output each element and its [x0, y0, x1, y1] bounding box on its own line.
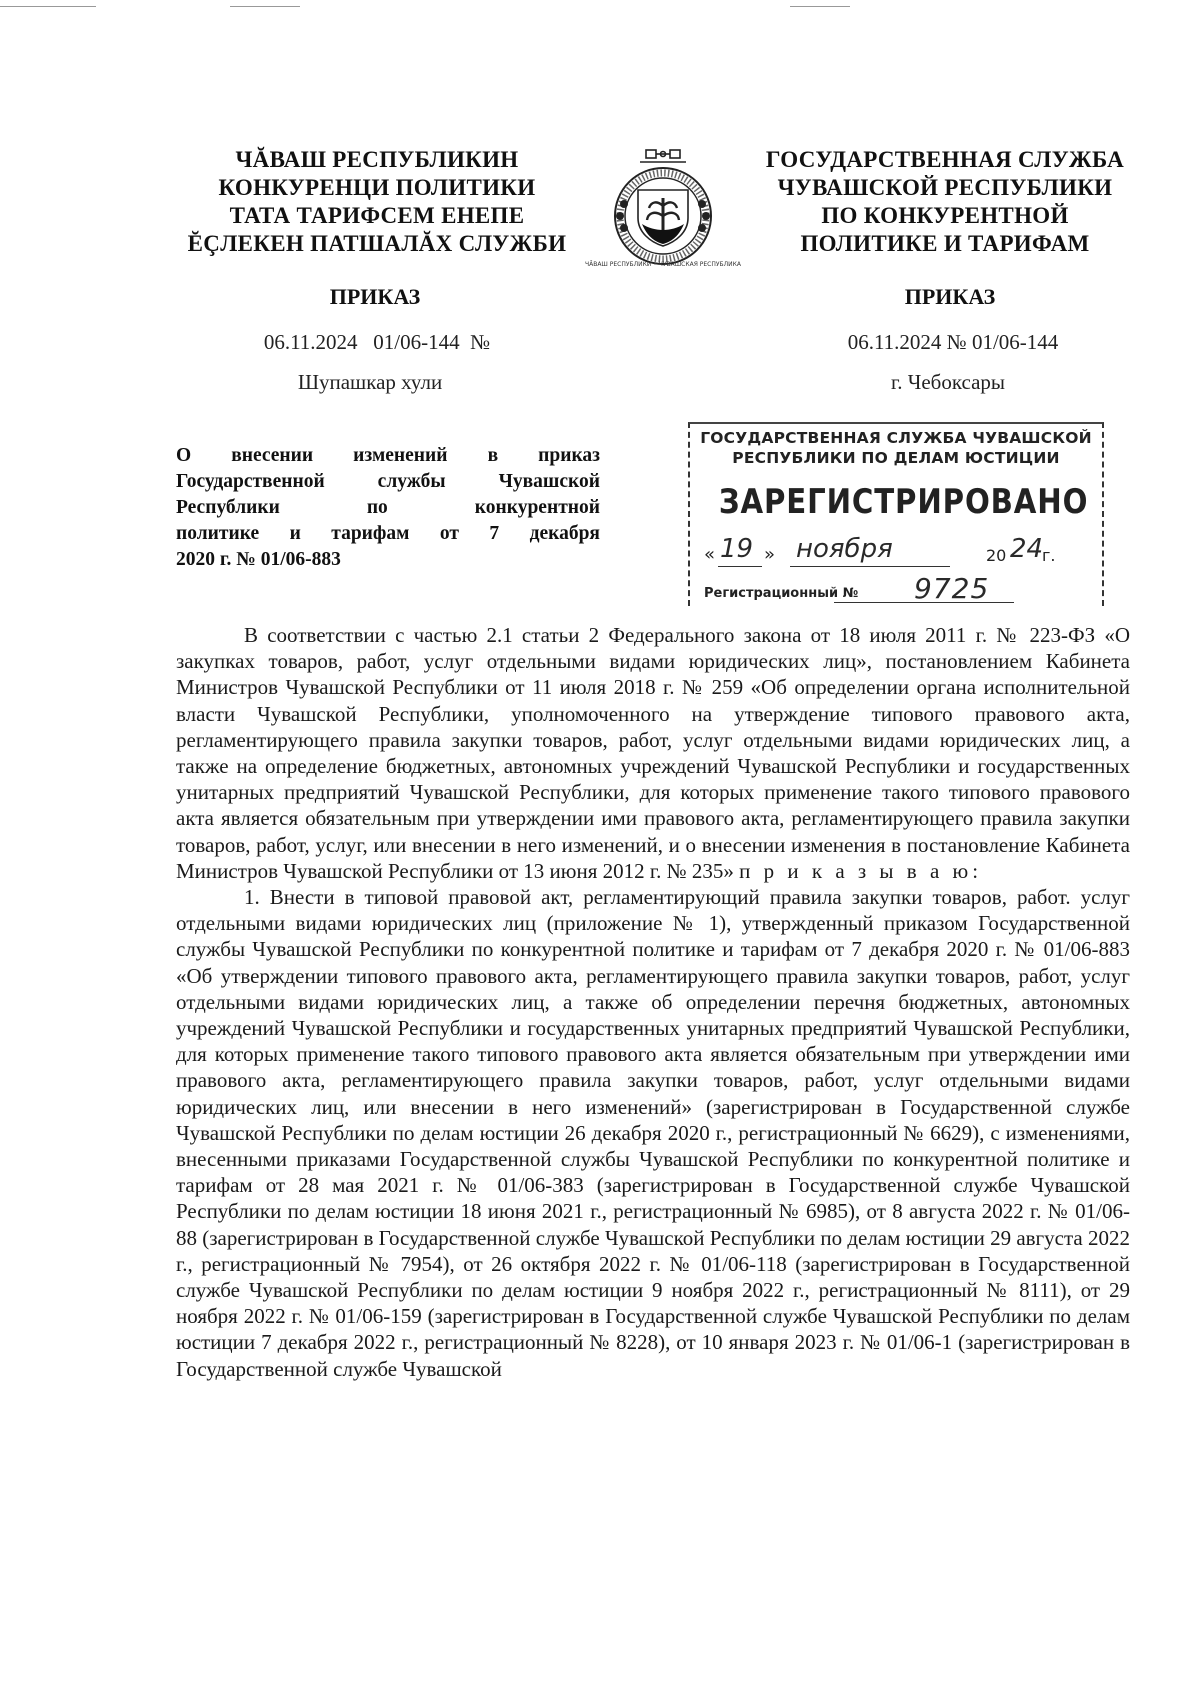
city-right: г. Чебоксары	[890, 370, 1006, 394]
subject-line: политике и тарифам от 7 декабря	[176, 523, 600, 544]
stamp-month-underline	[790, 566, 950, 567]
stamp-organization	[690, 428, 1102, 468]
order-subject	[176, 443, 600, 573]
stamp-org-line: РЕСПУБЛИКИ ПО ДЕЛАМ ЮСТИЦИИ	[732, 449, 1060, 467]
stamp-registration-number	[704, 572, 1094, 606]
stamp-year-suffix: 24	[1010, 534, 1044, 564]
subject-line: Республики по конкурентной	[176, 497, 600, 518]
stamp-reg-number: 9725	[914, 572, 990, 605]
stamp-year-unit: г.	[1042, 546, 1056, 565]
header-right-line: ЧУВАШСКОЙ РЕСПУБЛИКИ	[777, 175, 1113, 200]
stamp-year-prefix: 20	[986, 546, 1007, 565]
header-left-chuvash	[172, 146, 582, 258]
order-command: п р и к а з ы в а ю:	[739, 858, 983, 883]
stamp-status: ЗАРЕГИСТРИРОВАНО	[718, 482, 1089, 522]
scan-artifact	[0, 6, 96, 7]
stamp-date	[704, 534, 1094, 570]
order-title-left: ПРИКАЗ	[329, 284, 421, 309]
emblem-ring-text: ЧĂВАШ РЕСПУБЛИКИ • ЧУВАШСКАЯ РЕСПУБЛИКА	[584, 261, 742, 268]
header-left-line: ĔÇЛЕКЕН ПАТШАЛĂХ СЛУЖБИ	[187, 231, 567, 256]
header-left-line: ЧĂВАШ РЕСПУБЛИКИН	[235, 147, 519, 172]
stamp-quote-open: «	[704, 544, 716, 565]
subject-line: Государственной службы Чувашской	[176, 471, 600, 492]
registration-stamp	[688, 422, 1104, 606]
subject-line: 2020 г. № 01/06-883	[176, 549, 341, 570]
city-left: Шупашкар хули	[297, 370, 443, 394]
stamp-org-line: ГОСУДАРСТВЕННАЯ СЛУЖБА ЧУВАШСКОЙ	[700, 429, 1092, 447]
scan-artifact	[790, 6, 850, 7]
stamp-reg-label: Регистрационный №	[704, 586, 859, 601]
header-right-line: ПО КОНКУРЕНТНОЙ	[821, 203, 1069, 228]
order-title-right: ПРИКАЗ	[904, 284, 996, 309]
stamp-day-underline	[718, 566, 762, 567]
order-number-right: 06.11.2024 № 01/06-144	[847, 330, 1059, 354]
stamp-quote-close: »	[764, 544, 776, 565]
header-left-line: ТАТА ТАРИФСЕМ ЕНЕПЕ	[229, 203, 525, 228]
preamble-text: В соответствии с частью 2.1 статьи 2 Федерального закона от 18 июля 2011 г. № 223-ФЗ «О закупках товаров, работ, услуг отдельными видами юридических лиц», постановлением Кабинета Министров Чувашской Республики от 11 июля 2018 г. № 259 «Об определении органа исполнительной власти Чувашской Республики, уполномоченного на утверждение типового правового акта, регламентирующего правила закупки товаров, работ, услуг отдельными видами юридических лиц, а также на определение бюджетных, автономных учреждений Чувашской Республики и государственных унитарных предприятий Чувашской Республики, для которых применение такого типового правового акта является обязательным при утверждении ими правового акта, регламентирующего правила закупки товаров, работ, услуг, или внесении в него изменений, и о внесении изменения в постановление Кабинета Министров Чувашской Республики от 13 июня 2012 г. № 235»	[176, 623, 1130, 883]
subject-line: О внесении изменений в приказ	[176, 445, 600, 466]
header-left-line: КОНКУРЕНЦИ ПОЛИТИКИ	[218, 175, 536, 200]
stamp-month: ноября	[796, 534, 893, 564]
header-right-line: ГОСУДАРСТВЕННАЯ СЛУЖБА	[765, 147, 1125, 172]
body-preamble	[176, 622, 1130, 884]
stamp-day: 19	[720, 534, 754, 564]
chuvash-republic-emblem-icon	[584, 148, 742, 272]
document-body	[176, 622, 1130, 1382]
header-right-russian	[748, 146, 1142, 258]
body-item-1: 1. Внести в типовой правовой акт, регламентирующий правила закупки товаров, работ. услуг отдельными видами юридических лиц (приложение № 1), утвержденный приказом Государственной службы Чувашской Республики по конкурентной политике и тарифам от 7 декабря 2020 г. № 01/06-883 «Об утверждении типового правового акта, регламентирующего правила закупки товаров, работ, услуг отдельными видами юридических лиц, а также об определении перечня бюджетных, автономных учреждений Чувашской Республики и государственных унитарных предприятий Чувашской Республики, для которых применение такого типового правового акта является обязательным при утверждении ими правового акта, регламентирующего правила закупки товаров, работ, услуг отдельными видами юридических лиц, или внесении в него изменений» (зарегистрирован в Государственной службе Чувашской Республики по делам юстиции 26 декабря 2020 г., регистрационный № 6629), с изменениями, внесенными приказами Государственной службы Чувашской Республики по конкурентной политике и тарифам от 28 мая 2021 г. № 01/06-383 (зарегистрирован в Государственной службе Чувашской Республики по делам юстиции 18 июня 2021 г., регистрационный № 6985), от 8 августа 2022 г. № 01/06-88 (зарегистрирован в Государственной службе Чувашской Республики по делам юстиции 29 августа 2022 г., регистрационный № 7954), от 26 октября 2022 г. № 01/06-118 (зарегистрирован в Государственной службе Чувашской Республики по делам юстиции 9 ноября 2022 г., регистрационный № 8111), от 29 ноября 2022 г. № 01/06-159 (зарегистрирован в Государственной службе Чувашской Республики по делам юстиции 7 декабря 2022 г., регистрационный № 8228), от 10 января 2023 г. № 01/06-1 (зарегистрирован в Государственной службе Чувашской	[176, 885, 1130, 1381]
scan-artifact	[230, 6, 300, 7]
order-number-left: 06.11.2024 01/06-144 №	[263, 330, 491, 354]
header-right-line: ПОЛИТИКЕ И ТАРИФАМ	[800, 231, 1090, 256]
